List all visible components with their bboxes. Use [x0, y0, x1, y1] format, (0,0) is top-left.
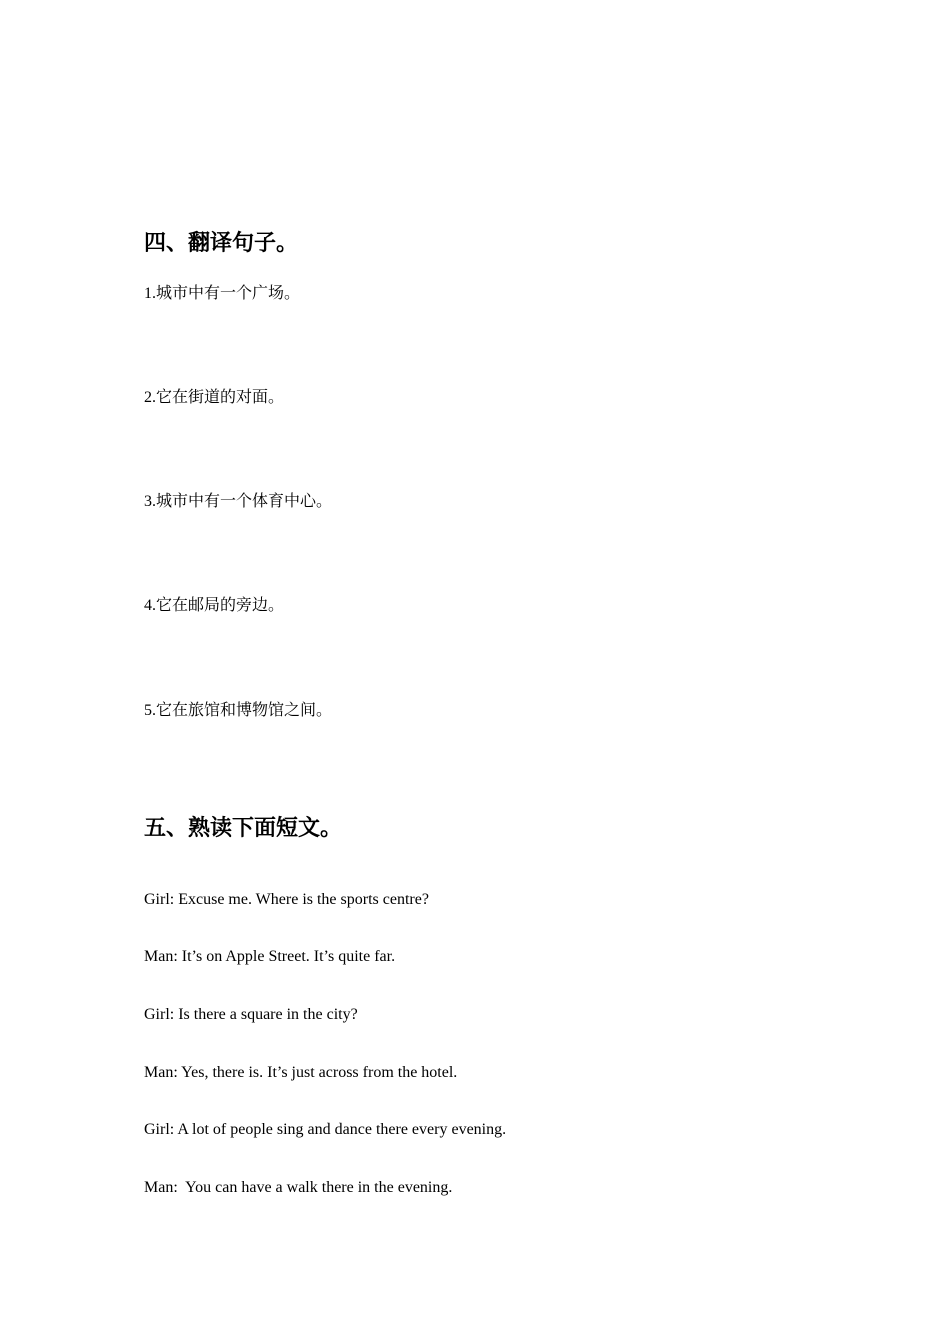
dialogue-line-3: Girl: Is there a square in the city? — [144, 1006, 358, 1023]
translation-item-5: 5.它在旅馆和博物馆之间。 — [144, 702, 333, 719]
section-4-title: 四、翻译句子。 — [144, 231, 299, 256]
translation-item-4: 4.它在邮局的旁边。 — [144, 597, 285, 614]
translation-item-3: 3.城市中有一个体育中心。 — [144, 493, 333, 510]
translation-item-2: 2.它在街道的对面。 — [144, 389, 285, 406]
translation-item-1: 1.城市中有一个广场。 — [144, 285, 301, 302]
dialogue-line-5: Girl: A lot of people sing and dance there every evening. — [144, 1121, 507, 1138]
dialogue-line-2: Man: It’s on Apple Street. It’s quite far. — [144, 948, 396, 965]
dialogue-line-6: Man: You can have a walk there in the evening. — [144, 1179, 453, 1196]
dialogue-line-1: Girl: Excuse me. Where is the sports centre? — [144, 891, 429, 908]
section-5-title: 五、熟读下面短文。 — [144, 816, 343, 841]
dialogue-line-4: Man: Yes, there is. It’s just across from the hotel. — [144, 1064, 458, 1081]
